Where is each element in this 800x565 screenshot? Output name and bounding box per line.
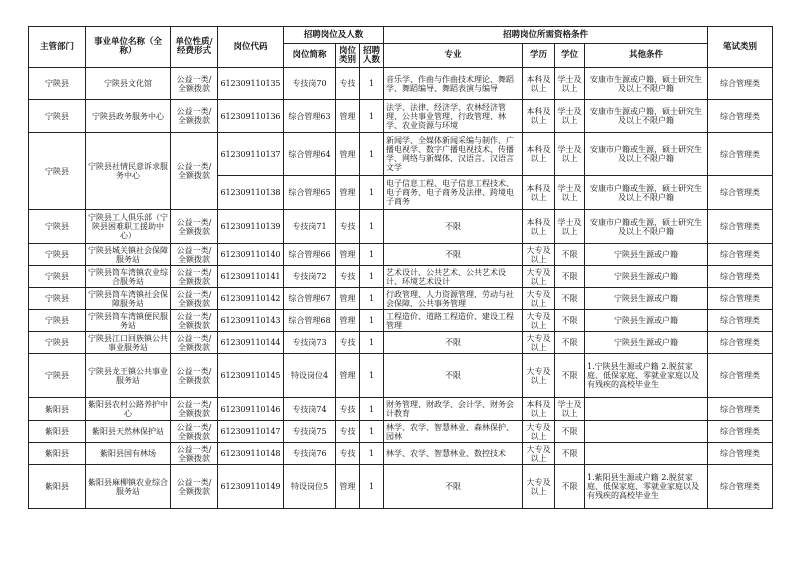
degree-cell: 不限 <box>555 266 585 288</box>
unit-cell: 紫阳县国有林场 <box>86 443 171 465</box>
header-dept: 主管部门 <box>29 27 86 68</box>
unit-cell: 宁陕县工人俱乐部（宁陕县困难职工援助中心） <box>86 210 171 244</box>
header-degree: 学位 <box>555 44 585 68</box>
code-cell: 612309110136 <box>218 100 284 133</box>
other-cell <box>585 443 708 465</box>
code-cell: 612309110144 <box>218 332 284 354</box>
major-cell: 音乐学、作曲与作曲技术理论、舞蹈学、舞蹈编导、舞蹈表演与编导 <box>384 68 523 100</box>
nature-cell: 公益一类/全额拨款 <box>171 398 218 421</box>
unit-cell: 宁陕县社情民意诉求服务中心 <box>86 133 171 210</box>
nature-cell: 公益一类/全额拨款 <box>171 68 218 100</box>
header-nature: 单位性质/经费形式 <box>171 27 218 68</box>
edu-cell: 本科及以上 <box>523 133 555 176</box>
major-cell: 艺术设计、公共艺术、公共艺术设计、环境艺术设计 <box>384 266 523 288</box>
degree-cell: 学士及以上 <box>555 398 585 421</box>
code-cell: 612309110145 <box>218 354 284 398</box>
table-row <box>29 100 773 133</box>
post-cell: 综合管理66 <box>284 244 336 266</box>
post-cell: 特设岗位4 <box>284 354 336 398</box>
post-cell: 专技岗76 <box>284 443 336 465</box>
count-cell: 1 <box>360 100 384 133</box>
nature-cell: 公益一类/全额拨款 <box>171 133 218 210</box>
header-other: 其他条件 <box>585 44 708 68</box>
edu-cell: 大专及以上 <box>523 332 555 354</box>
other-cell: 安康市生源或户籍，硕士研究生及以上不限户籍 <box>585 68 708 100</box>
header-major: 专业 <box>384 44 523 68</box>
exam-cell: 综合管理类 <box>708 266 773 288</box>
type-cell: 专技 <box>336 332 360 354</box>
dept-cell: 宁陕县 <box>29 288 86 310</box>
edu-cell: 本科及以上 <box>523 398 555 421</box>
degree-cell: 不限 <box>555 443 585 465</box>
major-cell: 财务管理、财政学、会计学、财务会计教育 <box>384 398 523 421</box>
table-row <box>29 421 773 443</box>
code-cell: 612309110138 <box>218 176 284 210</box>
other-cell: 宁陕县生源或户籍 <box>585 288 708 310</box>
other-cell: 宁陕县生源或户籍 <box>585 244 708 266</box>
code-cell: 612309110143 <box>218 310 284 332</box>
degree-cell: 学士及以上 <box>555 133 585 176</box>
degree-cell: 学士及以上 <box>555 100 585 133</box>
degree-cell: 学士及以上 <box>555 210 585 244</box>
other-cell: 宁陕县生源或户籍 <box>585 332 708 354</box>
count-cell: 1 <box>360 266 384 288</box>
exam-cell: 综合管理类 <box>708 332 773 354</box>
unit-cell: 宁陕县政务服务中心 <box>86 100 171 133</box>
other-cell: 安康市户籍或生源，硕士研究生及以上不限户籍 <box>585 176 708 210</box>
exam-cell: 综合管理类 <box>708 310 773 332</box>
major-cell: 电子信息工程、电子信息工程技术、电子商务、电子商务及法律、跨境电子商务 <box>384 176 523 210</box>
table-row <box>29 133 773 176</box>
code-cell: 612309110140 <box>218 244 284 266</box>
post-cell: 专技岗72 <box>284 266 336 288</box>
post-cell: 综合管理64 <box>284 133 336 176</box>
exam-cell: 综合管理类 <box>708 421 773 443</box>
dept-cell: 紫阳县 <box>29 465 86 509</box>
dept-cell: 宁陕县 <box>29 133 86 210</box>
major-cell: 不限 <box>384 332 523 354</box>
type-cell: 专技 <box>336 398 360 421</box>
edu-cell: 本科及以上 <box>523 100 555 133</box>
header-code: 岗位代码 <box>218 27 284 68</box>
type-cell: 专技 <box>336 443 360 465</box>
count-cell: 1 <box>360 176 384 210</box>
dept-cell: 宁陕县 <box>29 100 86 133</box>
edu-cell: 大专及以上 <box>523 443 555 465</box>
nature-cell: 公益一类/全额拨款 <box>171 244 218 266</box>
header-exam: 笔试类别 <box>708 27 773 68</box>
dept-cell: 紫阳县 <box>29 421 86 443</box>
code-cell: 612309110135 <box>218 68 284 100</box>
unit-cell: 紫阳县麻柳镇农业综合服务站 <box>86 465 171 509</box>
code-cell: 612309110147 <box>218 421 284 443</box>
major-cell: 林学、农学、智慧林业、数控技术 <box>384 443 523 465</box>
table-row <box>29 332 773 354</box>
count-cell: 1 <box>360 244 384 266</box>
type-cell: 管理 <box>336 354 360 398</box>
degree-cell: 学士及以上 <box>555 176 585 210</box>
dept-cell: 宁陕县 <box>29 332 86 354</box>
unit-cell: 宁陕县筒车湾镇便民服务站 <box>86 310 171 332</box>
header-group-post: 招聘岗位及人数 <box>284 27 384 44</box>
major-cell: 法学、法律、经济学、农林经济管理、公共事业管理、行政管理、林学、农业资源与环境 <box>384 100 523 133</box>
dept-cell: 宁陕县 <box>29 310 86 332</box>
major-cell: 林学、农学、智慧林业、森林保护、园林 <box>384 421 523 443</box>
major-cell: 不限 <box>384 244 523 266</box>
code-cell: 612309110148 <box>218 443 284 465</box>
table-row <box>29 68 773 100</box>
exam-cell: 综合管理类 <box>708 465 773 509</box>
exam-cell: 综合管理类 <box>708 176 773 210</box>
nature-cell: 公益一类/全额拨款 <box>171 288 218 310</box>
header-post-name: 岗位简称 <box>284 44 336 68</box>
dept-cell: 宁陕县 <box>29 266 86 288</box>
table-row <box>29 310 773 332</box>
unit-cell: 紫阳县天然林保护站 <box>86 421 171 443</box>
major-cell: 不限 <box>384 210 523 244</box>
degree-cell: 不限 <box>555 354 585 398</box>
count-cell: 1 <box>360 68 384 100</box>
other-cell: 安康市户籍或生源，硕士研究生及以上不限户籍 <box>585 133 708 176</box>
type-cell: 管理 <box>336 465 360 509</box>
count-cell: 1 <box>360 288 384 310</box>
exam-cell: 综合管理类 <box>708 100 773 133</box>
post-cell: 综合管理63 <box>284 100 336 133</box>
edu-cell: 大专及以上 <box>523 465 555 509</box>
exam-cell: 综合管理类 <box>708 133 773 176</box>
count-cell: 1 <box>360 310 384 332</box>
other-cell: 安康市生源或户籍，硕士研究生及以上不限户籍 <box>585 100 708 133</box>
code-cell: 612309110142 <box>218 288 284 310</box>
unit-cell: 宁陕县筒车湾镇农业综合服务站 <box>86 266 171 288</box>
table-row <box>29 443 773 465</box>
header-count: 招聘人数 <box>360 44 384 68</box>
major-cell: 不限 <box>384 465 523 509</box>
degree-cell: 不限 <box>555 288 585 310</box>
post-cell: 综合管理68 <box>284 310 336 332</box>
post-cell: 特设岗位5 <box>284 465 336 509</box>
type-cell: 管理 <box>336 244 360 266</box>
dept-cell: 紫阳县 <box>29 443 86 465</box>
header-post-type: 岗位类别 <box>336 44 360 68</box>
degree-cell: 不限 <box>555 421 585 443</box>
type-cell: 管理 <box>336 100 360 133</box>
edu-cell: 大专及以上 <box>523 310 555 332</box>
exam-cell: 综合管理类 <box>708 398 773 421</box>
type-cell: 专技 <box>336 421 360 443</box>
nature-cell: 公益一类/全额拨款 <box>171 421 218 443</box>
count-cell: 1 <box>360 398 384 421</box>
type-cell: 管理 <box>336 176 360 210</box>
type-cell: 专技 <box>336 68 360 100</box>
dept-cell: 紫阳县 <box>29 398 86 421</box>
header-group-req: 招聘岗位所需资格条件 <box>384 27 708 44</box>
recruitment-table <box>28 26 773 509</box>
code-cell: 612309110141 <box>218 266 284 288</box>
nature-cell: 公益一类/全额拨款 <box>171 443 218 465</box>
degree-cell: 不限 <box>555 310 585 332</box>
edu-cell: 大专及以上 <box>523 288 555 310</box>
table-row <box>29 354 773 398</box>
code-cell: 612309110149 <box>218 465 284 509</box>
other-cell <box>585 421 708 443</box>
count-cell: 1 <box>360 354 384 398</box>
dept-cell: 宁陕县 <box>29 68 86 100</box>
exam-cell: 综合管理类 <box>708 210 773 244</box>
dept-cell: 宁陕县 <box>29 354 86 398</box>
nature-cell: 公益一类/全额拨款 <box>171 332 218 354</box>
major-cell: 不限 <box>384 354 523 398</box>
unit-cell: 宁陕县龙王镇公共事业服务站 <box>86 354 171 398</box>
post-cell: 专技岗74 <box>284 398 336 421</box>
other-cell: 安康市户籍或生源，硕士研究生及以上不限户籍 <box>585 210 708 244</box>
edu-cell: 本科及以上 <box>523 176 555 210</box>
post-cell: 专技岗70 <box>284 68 336 100</box>
other-cell: 1.宁陕县生源或户籍 2.脱贫家庭、低保家庭、零就业家庭以及有残疾的高校毕业生 <box>585 354 708 398</box>
degree-cell: 学士及以上 <box>555 68 585 100</box>
code-cell: 612309110146 <box>218 398 284 421</box>
major-cell: 行政管理、人力资源管理、劳动与社会保障、公共事务管理 <box>384 288 523 310</box>
unit-cell: 紫阳县农村公路养护中心 <box>86 398 171 421</box>
type-cell: 专技 <box>336 210 360 244</box>
other-cell: 宁陕县生源或户籍 <box>585 266 708 288</box>
unit-cell: 宁陕县江口回族镇公共事业服务站 <box>86 332 171 354</box>
edu-cell: 大专及以上 <box>523 266 555 288</box>
exam-cell: 综合管理类 <box>708 244 773 266</box>
exam-cell: 综合管理类 <box>708 288 773 310</box>
table-row <box>29 210 773 244</box>
dept-cell: 宁陕县 <box>29 244 86 266</box>
exam-cell: 综合管理类 <box>708 68 773 100</box>
major-cell: 工程造价、道路工程造价、建设工程管理 <box>384 310 523 332</box>
edu-cell: 大专及以上 <box>523 354 555 398</box>
nature-cell: 公益一类/全额拨款 <box>171 100 218 133</box>
count-cell: 1 <box>360 421 384 443</box>
unit-cell: 宁陕县筒车湾镇社会保障服务站 <box>86 288 171 310</box>
type-cell: 管理 <box>336 133 360 176</box>
dept-cell: 宁陕县 <box>29 210 86 244</box>
nature-cell: 公益一类/全额拨款 <box>171 354 218 398</box>
table-row <box>29 266 773 288</box>
other-cell <box>585 398 708 421</box>
table-row <box>29 465 773 509</box>
count-cell: 1 <box>360 443 384 465</box>
header-edu: 学历 <box>523 44 555 68</box>
code-cell: 612309110139 <box>218 210 284 244</box>
nature-cell: 公益一类/全额拨款 <box>171 310 218 332</box>
post-cell: 综合管理65 <box>284 176 336 210</box>
edu-cell: 大专及以上 <box>523 421 555 443</box>
nature-cell: 公益一类/全额拨款 <box>171 210 218 244</box>
edu-cell: 本科及以上 <box>523 210 555 244</box>
count-cell: 1 <box>360 133 384 176</box>
nature-cell: 公益一类/全额拨款 <box>171 465 218 509</box>
type-cell: 管理 <box>336 310 360 332</box>
post-cell: 专技岗75 <box>284 421 336 443</box>
unit-cell: 宁陕县城关镇社会保障服务站 <box>86 244 171 266</box>
code-cell: 612309110137 <box>218 133 284 176</box>
count-cell: 1 <box>360 210 384 244</box>
other-cell: 宁陕县生源或户籍 <box>585 310 708 332</box>
nature-cell: 公益一类/全额拨款 <box>171 266 218 288</box>
post-cell: 综合管理67 <box>284 288 336 310</box>
exam-cell: 综合管理类 <box>708 354 773 398</box>
table-row <box>29 398 773 421</box>
header-unit: 事业单位名称（全称） <box>86 27 171 68</box>
count-cell: 1 <box>360 332 384 354</box>
degree-cell: 不限 <box>555 465 585 509</box>
degree-cell: 不限 <box>555 332 585 354</box>
major-cell: 新闻学、全媒体新闻采编与制作、广播电视学、数字广播电视技术、传播学、网络与新媒体、汉语言、汉语言文学 <box>384 133 523 176</box>
type-cell: 专技 <box>336 266 360 288</box>
other-cell: 1.紫阳县生源或户籍 2.脱贫家庭、低保家庭、零就业家庭以及有残疾的高校毕业生 <box>585 465 708 509</box>
table-row <box>29 244 773 266</box>
count-cell: 1 <box>360 465 384 509</box>
type-cell: 管理 <box>336 288 360 310</box>
post-cell: 专技岗71 <box>284 210 336 244</box>
edu-cell: 大专及以上 <box>523 244 555 266</box>
table-row <box>29 288 773 310</box>
degree-cell: 不限 <box>555 244 585 266</box>
edu-cell: 本科及以上 <box>523 68 555 100</box>
post-cell: 专技岗73 <box>284 332 336 354</box>
exam-cell: 综合管理类 <box>708 443 773 465</box>
unit-cell: 宁陕县文化馆 <box>86 68 171 100</box>
